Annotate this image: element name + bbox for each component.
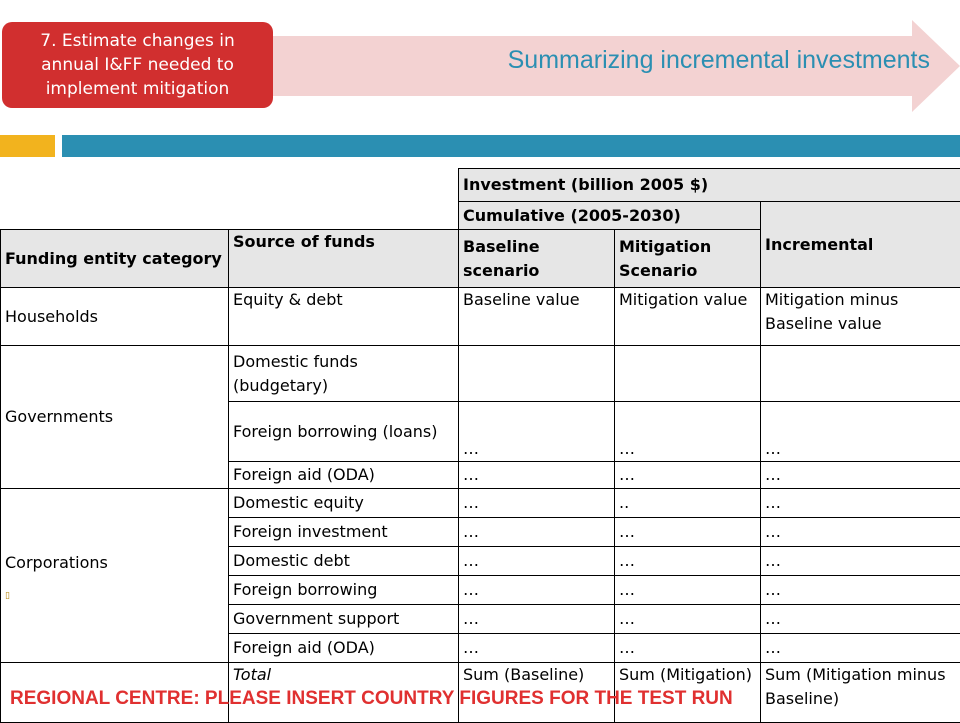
cumulative-header: Cumulative (2005-2030) [459, 202, 761, 230]
incremental-header: Incremental [761, 202, 960, 288]
total-mitigation-cell: Sum (Mitigation) [615, 663, 761, 723]
investment-header: Investment (billion 2005 $) [459, 169, 960, 202]
baseline-cell: Baseline value [459, 288, 615, 346]
table-header-row [1, 169, 960, 202]
table-row [1, 346, 960, 402]
table-row [1, 288, 960, 346]
slide-title: Summarizing incremental investments [300, 46, 930, 75]
source-cell: Domestic funds (budgetary) [229, 346, 459, 402]
incremental-cell: … [761, 462, 960, 489]
baseline-cell: … [459, 576, 615, 605]
step-label: 7. Estimate changes in annual I&FF needed to implement mitigation [10, 29, 265, 101]
source-cell: Foreign borrowing (loans) [229, 402, 459, 462]
baseline-cell: … [459, 634, 615, 663]
incremental-cell [761, 346, 960, 402]
baseline-cell: … [459, 605, 615, 634]
incremental-cell: … [761, 518, 960, 547]
baseline-cell: … [459, 547, 615, 576]
incremental-cell: … [761, 402, 960, 462]
total-baseline-cell: Sum (Baseline) [459, 663, 615, 723]
table-row [1, 489, 960, 518]
baseline-cell: … [459, 489, 615, 518]
entity-cell [1, 489, 229, 663]
source-cell: Foreign aid (ODA) [229, 462, 459, 489]
incremental-cell: … [761, 547, 960, 576]
step-badge [2, 22, 273, 108]
source-cell: Domestic debt [229, 547, 459, 576]
mitigation-cell: … [615, 518, 761, 547]
incremental-cell: … [761, 576, 960, 605]
baseline-cell: … [459, 518, 615, 547]
accent-bar-teal [62, 135, 960, 157]
funding-entity-header: Funding entity category [1, 230, 229, 288]
source-cell: Government support [229, 605, 459, 634]
total-label: Total [229, 663, 459, 723]
source-cell: Foreign aid (ODA) [229, 634, 459, 663]
source-cell: Foreign borrowing [229, 576, 459, 605]
mitigation-scenario-header: Mitigation Scenario [615, 230, 761, 288]
baseline-cell: … [459, 402, 615, 462]
mitigation-cell: … [615, 634, 761, 663]
blank-corner-cell [1, 169, 459, 230]
incremental-cell: … [761, 605, 960, 634]
total-incremental-cell: Sum (Mitigation minus Baseline) [761, 663, 960, 723]
mitigation-cell: … [615, 576, 761, 605]
accent-bar-orange [0, 135, 55, 157]
baseline-scenario-header: Baseline scenario [459, 230, 615, 288]
placeholder-glyph: ▯ [5, 591, 228, 601]
entity-cell: Households [1, 288, 229, 346]
mitigation-cell: … [615, 402, 761, 462]
mitigation-cell: … [615, 547, 761, 576]
mitigation-cell [615, 346, 761, 402]
incremental-cell: Mitigation minus Baseline value [761, 288, 960, 346]
baseline-cell: … [459, 462, 615, 489]
mitigation-cell: .. [615, 489, 761, 518]
source-cell: Equity & debt [229, 288, 459, 346]
entity-cell: Governments [1, 346, 229, 489]
incremental-cell: … [761, 489, 960, 518]
source-cell: Domestic equity [229, 489, 459, 518]
footer-note: REGIONAL CENTRE: PLEASE INSERT COUNTRY FIGURES FOR THE TEST RUN [10, 688, 733, 710]
investment-table [0, 168, 960, 723]
source-cell: Foreign investment [229, 518, 459, 547]
mitigation-cell: Mitigation value [615, 288, 761, 346]
mitigation-cell: … [615, 605, 761, 634]
mitigation-cell: … [615, 462, 761, 489]
source-of-funds-header: Source of funds [229, 230, 459, 288]
corporations-label: Corporations [5, 553, 108, 572]
incremental-cell: … [761, 634, 960, 663]
baseline-cell [459, 346, 615, 402]
